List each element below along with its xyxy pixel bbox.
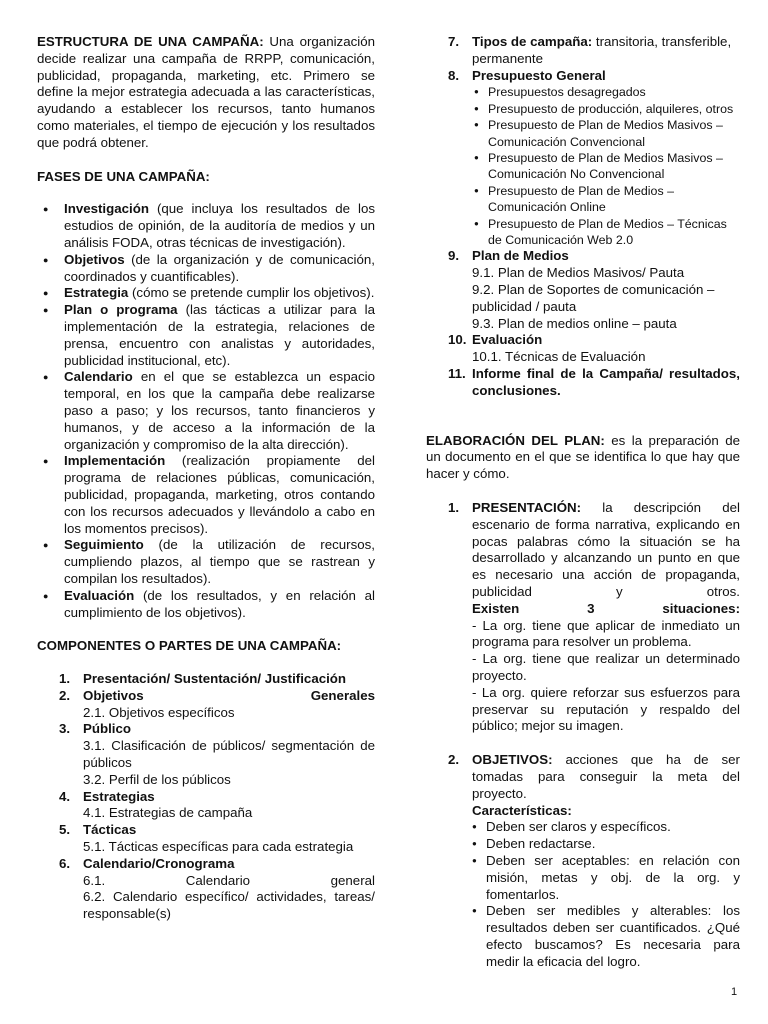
intro-title: ESTRUCTURA DE UNA CAMPAÑA:: [37, 34, 264, 49]
list-item: ● Plan o programa (las tácticas a utilizar para la implementación de la estrategia, relaciones de prensa, encuentro con analistas y autoridades, publicidad institucional, etc).: [37, 302, 375, 369]
fases-title: FASES DE UNA CAMPAÑA:: [37, 168, 210, 184]
left-column: [37, 34, 375, 923]
presupuesto-list: [472, 84, 740, 248]
list-item: 6. Calendario/Cronograma 6.1. Calendario general 6.2. Calendario específico/ actividades, tareas/ responsable(s): [59, 855, 375, 922]
page-number: 1: [731, 986, 738, 998]
list-item: 1. PRESENTACIÓN: la descripción del escenario de forma narrativa, explicando en pocas palabras cómo la situación se ha desarrollado y alcanzando un punto en que es necesario una acción de propaganda, publicidad y otros. Existen 3 situaciones: - La org. tiene que aplicar de inmediato un programa para resolver un problema. - La org. tiene que realizar un determinado proyecto. - La org. quiere reforzar sus esfuerzos para preservar su reputación y respaldo del público; mejor su imagen.: [448, 500, 740, 734]
caracteristicas-list: [472, 819, 740, 970]
list-item: 7. Tipos de campaña: transitoria, transferible, permanente: [448, 34, 732, 66]
list-item: ● Presupuesto de Plan de Medios – Comunicación Online: [472, 183, 740, 216]
elaboracion-title: ELABORACIÓN DEL PLAN:: [426, 432, 605, 448]
intro-paragraph: [37, 34, 375, 152]
list-item: ● Estrategia (cómo se pretende cumplir los objetivos).: [37, 285, 375, 302]
list-item: ● Presupuestos desagregados: [472, 84, 740, 100]
list-item: ● Deben ser claros y específicos.: [472, 819, 740, 836]
list-item: ● Evaluación (de los resultados, y en relación al cumplimiento de los objetivos).: [37, 588, 375, 622]
list-item: ● Deben ser medibles y alterables: los resultados deben ser cuantificados. ¿Qué efecto buscamos? Es necesaria para medir la eficacia del logro.: [472, 903, 740, 970]
componentes-cont-list: [426, 34, 740, 400]
list-item: ● Calendario en el que se establezca un espacio temporal, en los que la campaña debe realizarse paso a paso; y los recursos, tanto financieros y humanos, y de acceso a la información de la organización y compromiso de la alta dirección).: [37, 369, 375, 453]
elaboracion-paragraph: ELABORACIÓN DEL PLAN: es la preparación de un documento en el que se identifica lo que hay que hacer y cómo.: [426, 432, 740, 482]
list-item: ● Presupuesto de Plan de Medios – Técnicas de Comunicación Web 2.0: [472, 216, 740, 249]
list-item: 5. Tácticas 5.1. Tácticas específicas para cada estrategia: [59, 822, 354, 855]
fases-list: [37, 201, 375, 621]
list-item: 9. Plan de Medios 9.1. Plan de Medios Masivos/ Pauta 9.2. Plan de Soportes de comunicación – publicidad / pauta 9.3. Plan de medios online – pauta: [448, 248, 715, 331]
list-item: ● Deben ser aceptables: en relación con misión, metas y obj. de la org. y fomentarlos.: [472, 853, 740, 903]
list-item: 2. Objetivos Generales 2.1. Objetivos específicos: [59, 687, 375, 720]
list-item: 10. Evaluación 10.1. Técnicas de Evaluación: [448, 332, 646, 365]
list-item: ● Implementación (realización propiamente del programa de relaciones públicas, comunicación, publicidad, propaganda, marketing, otros contando con los recursos adecuados y llevándolo a cabo en los momentos precisos).: [37, 453, 375, 537]
list-item: ● Presupuesto de Plan de Medios Masivos – Comunicación No Convencional: [472, 150, 740, 183]
list-item: 11. Informe final de la Campaña/ resultados, conclusiones.: [448, 366, 740, 398]
list-item: ● Presupuesto de Plan de Medios Masivos – Comunicación Convencional: [472, 117, 740, 150]
list-item: ● Deben redactarse.: [472, 836, 740, 853]
list-item: 1. Presentación/ Sustentación/ Justificación: [59, 671, 347, 687]
componentes-title: COMPONENTES O PARTES DE UNA CAMPAÑA:: [37, 638, 342, 654]
list-item: 4. Estrategias 4.1. Estrategias de campaña: [59, 788, 253, 821]
list-item: 3. Público 3.1. Clasificación de públicos/ segmentación de públicos 3.2. Perfil de los públicos: [59, 721, 375, 787]
list-item: 8. Presupuesto General ● Presupuestos desagregados ● Presupuesto de producción, alquileres, otros ● Presupuesto de Plan de Medios Masivos – Comunicación Convencional ● Presupuesto de Plan de Medios Masivos – Comunicación No Convencional ● Presupuesto de Plan de Medios – Comunicación Online ● Presupuesto de Plan de Medios – Técnicas de Comunicación Web 2.0: [426, 68, 740, 249]
list-item: 2. OBJETIVOS: acciones que ha de ser tomadas para conseguir la meta del proyecto. Características: ● Deben ser claros y específicos. ● Deben redactarse. ● Deben ser aceptables: en relación con misión, metas y obj. de la org. y fomentarlos. ● Deben ser medibles y alterables: los resultados deben ser cuantificados. ¿Qué efecto buscamos? Es necesaria para medir la eficacia del logro.: [426, 752, 740, 970]
plan-list: [426, 500, 740, 971]
list-item: ● Investigación (que incluya los resultados de los estudios de opinión, de la auditoría de medios y un análisis FODA, otras técnicas de investigación).: [37, 201, 375, 251]
intro-text: Una organización decide realizar una campaña de RRPP, comunicación, publicidad, propaganda, marketing, etc. Primero se define la mejor estrategia adecuada a las características, ayudando a establecer los recursos, tanto humanos como materiales, el tiempo de ejecución y los resultados que podrá obtener.: [37, 34, 375, 150]
list-item: ● Seguimiento (de la utilización de recursos, cumpliendo plazos, al tiempo que se rastrean y compilan los resultados).: [37, 537, 375, 587]
list-item: ● Objetivos (de la organización y de comunicación, coordinados y cuantificables).: [37, 252, 375, 286]
list-item: ● Presupuesto de producción, alquileres, otros: [472, 101, 740, 117]
componentes-list: [37, 671, 375, 923]
right-column: [426, 34, 740, 971]
